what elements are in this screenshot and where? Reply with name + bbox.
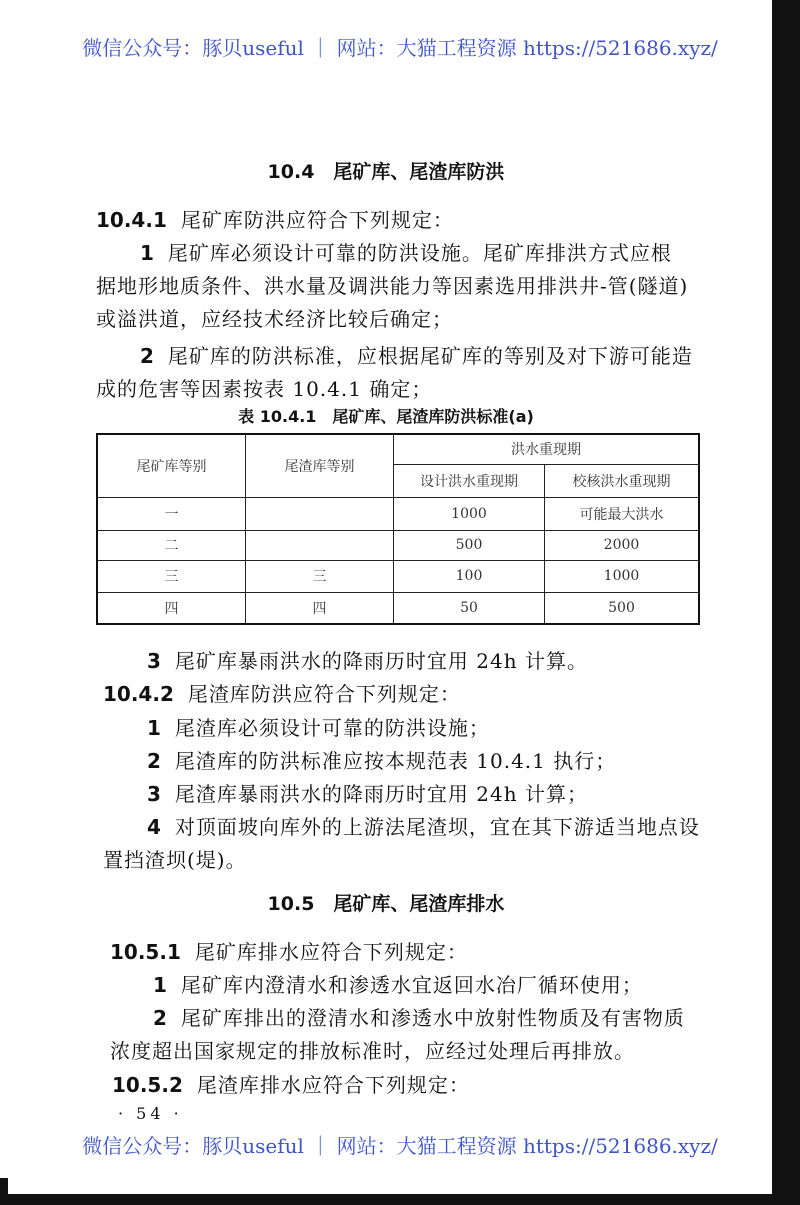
watermark-top: 微信公众号：豚贝useful ｜ 网站：大猫工程资源 https://521686.xyz/ bbox=[82, 36, 718, 60]
header-check-flood: 校核洪水重现期 bbox=[545, 464, 700, 497]
cell-design: 100 bbox=[394, 560, 545, 592]
clause-10-5-2 bbox=[112, 1072, 470, 1098]
item-10-5-1-2-line2: 浓度超出国家规定的排放标准时，应经过处理后再排放。 bbox=[110, 1039, 635, 1063]
header-slag-grade: 尾渣库等别 bbox=[246, 434, 394, 497]
cell-slag bbox=[246, 497, 394, 530]
clause-10-4-1 bbox=[96, 207, 454, 233]
section-heading-10-4: 10.4 尾矿库、尾渣库防洪 bbox=[267, 161, 505, 183]
clause-number: 10.4.1 bbox=[96, 208, 167, 232]
clause-text: 尾矿库排水应符合下列规定： bbox=[194, 940, 468, 964]
cell-slag: 四 bbox=[246, 592, 394, 624]
item-number: 1 bbox=[140, 241, 154, 265]
item-text: 尾矿库的防洪标准，应根据尾矿库的等别及对下游可能造 bbox=[167, 344, 693, 368]
item-10-4-1-1-line3: 或溢洪道，应经技术经济比较后确定； bbox=[96, 307, 453, 331]
item-10-4-1-3 bbox=[147, 648, 588, 674]
item-10-4-2-4-line1 bbox=[147, 814, 700, 840]
item-10-4-2-4-line2: 置挡渣坝(堤)。 bbox=[103, 848, 247, 872]
cell-tailings: 四 bbox=[97, 592, 246, 624]
cell-tailings: 三 bbox=[97, 560, 246, 592]
cell-slag bbox=[246, 530, 394, 560]
item-text: 尾矿库排出的澄清水和渗透水中放射性物质及有害物质 bbox=[180, 1006, 685, 1030]
cell-check: 可能最大洪水 bbox=[545, 497, 700, 530]
scan-edge-bottom bbox=[0, 1194, 800, 1205]
item-text: 对顶面坡向库外的上游法尾渣坝，宜在其下游适当地点设 bbox=[174, 815, 700, 839]
item-10-4-1-2-line2: 成的危害等因素按表 10.4.1 确定； bbox=[96, 377, 433, 401]
table-row bbox=[97, 530, 699, 560]
table-row bbox=[97, 497, 699, 530]
clause-10-4-2 bbox=[103, 681, 461, 707]
header-design-flood: 设计洪水重现期 bbox=[394, 464, 545, 497]
item-10-5-1-1 bbox=[153, 972, 643, 998]
cell-check: 1000 bbox=[545, 560, 700, 592]
item-10-4-1-1-line1 bbox=[140, 240, 672, 266]
scan-edge-right bbox=[772, 0, 800, 1205]
item-10-4-2-1 bbox=[147, 715, 490, 741]
table-caption: 表 10.4.1 尾矿库、尾渣库防洪标准(a) bbox=[238, 407, 534, 426]
clause-number: 10.4.2 bbox=[103, 682, 174, 706]
item-10-5-1-2-line1 bbox=[153, 1005, 685, 1031]
scan-edge-mark bbox=[0, 1178, 8, 1194]
cell-check: 500 bbox=[545, 592, 700, 624]
cell-check: 2000 bbox=[545, 530, 700, 560]
item-number: 2 bbox=[147, 749, 161, 773]
cell-design: 500 bbox=[394, 530, 545, 560]
flood-standard-table bbox=[96, 433, 700, 625]
header-flood-return: 洪水重现期 bbox=[394, 434, 700, 464]
item-text: 尾渣库必须设计可靠的防洪设施； bbox=[174, 716, 490, 740]
table-row bbox=[97, 560, 699, 592]
item-text: 尾渣库暴雨洪水的降雨历时宜用 24h 计算； bbox=[174, 782, 588, 806]
page-number: · 54 · bbox=[118, 1104, 183, 1123]
item-10-4-1-2-line1 bbox=[140, 343, 693, 369]
item-text: 尾矿库必须设计可靠的防洪设施。尾矿库排洪方式应根 bbox=[167, 241, 672, 265]
item-text: 尾渣库的防洪标准应按本规范表 10.4.1 执行； bbox=[174, 749, 617, 773]
table-row bbox=[97, 592, 699, 624]
cell-tailings: 一 bbox=[97, 497, 246, 530]
item-10-4-2-2 bbox=[147, 748, 616, 774]
item-number: 2 bbox=[153, 1006, 167, 1030]
section-heading-10-5: 10.5 尾矿库、尾渣库排水 bbox=[267, 893, 505, 915]
item-number: 1 bbox=[153, 973, 167, 997]
cell-tailings: 二 bbox=[97, 530, 246, 560]
item-10-4-1-1-line2: 据地形地质条件、洪水量及调洪能力等因素选用排洪井-管(隧道) bbox=[96, 274, 689, 298]
item-number: 1 bbox=[147, 716, 161, 740]
clause-text: 尾渣库排水应符合下列规定： bbox=[196, 1073, 470, 1097]
item-number: 3 bbox=[147, 782, 161, 806]
cell-design: 50 bbox=[394, 592, 545, 624]
clause-text: 尾矿库防洪应符合下列规定： bbox=[180, 208, 454, 232]
item-number: 4 bbox=[147, 815, 161, 839]
clause-10-5-1 bbox=[110, 939, 468, 965]
clause-number: 10.5.1 bbox=[110, 940, 181, 964]
item-10-4-2-3 bbox=[147, 781, 588, 807]
header-tailings-grade: 尾矿库等别 bbox=[97, 434, 246, 497]
clause-number: 10.5.2 bbox=[112, 1073, 183, 1097]
item-number: 2 bbox=[140, 344, 154, 368]
cell-design: 1000 bbox=[394, 497, 545, 530]
watermark-bottom: 微信公众号：豚贝useful ｜ 网站：大猫工程资源 https://521686.xyz/ bbox=[82, 1134, 718, 1158]
clause-text: 尾渣库防洪应符合下列规定： bbox=[187, 682, 461, 706]
item-text: 尾矿库暴雨洪水的降雨历时宜用 24h 计算。 bbox=[174, 649, 588, 673]
cell-slag: 三 bbox=[246, 560, 394, 592]
item-text: 尾矿库内澄清水和渗透水宜返回水冶厂循环使用； bbox=[180, 973, 643, 997]
item-number: 3 bbox=[147, 649, 161, 673]
